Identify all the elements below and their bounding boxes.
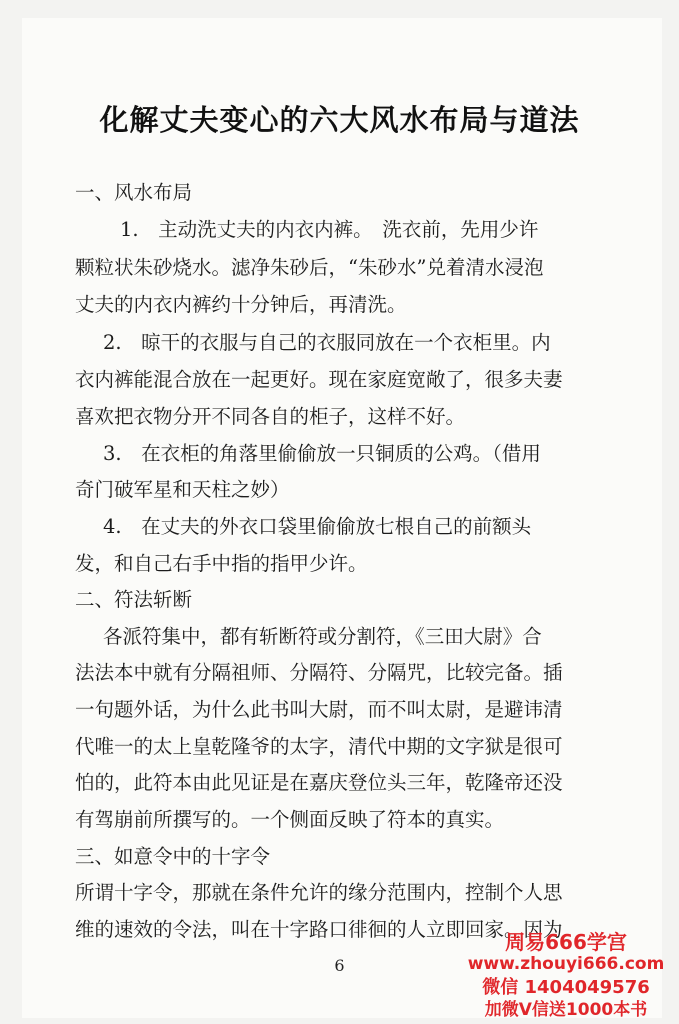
- paragraph-line: 怕的，此符本由此见证是在嘉庆登位头三年，乾隆帝还没: [75, 771, 563, 794]
- section-heading-3: 三、如意令中的十字令: [75, 845, 271, 868]
- section-heading-1: 一、风水布局: [75, 181, 193, 204]
- paragraph-line: 2. 晾干的衣服与自己的衣服同放在一个衣柜里。内: [103, 331, 551, 354]
- paragraph-line: 代唯一的太上皇乾隆爷的太字，清代中期的文字狱是很可: [75, 735, 563, 758]
- paragraph-line: 1. 主动洗丈夫的内衣内裤。 洗衣前，先用少许: [120, 218, 539, 241]
- watermark-line-4: 加微V信送1000本书: [484, 1000, 648, 1020]
- paragraph-line: 4. 在丈夫的外衣口袋里偷偷放七根自己的前额头: [103, 515, 532, 538]
- watermark-line-1: 周易666学宫: [505, 930, 627, 954]
- section-heading-2: 二、符法斩断: [75, 588, 193, 611]
- paragraph-line: 3. 在衣柜的角落里偷偷放一只铜质的公鸡。（借用: [103, 442, 541, 465]
- page-number: 6: [334, 956, 345, 975]
- watermark-line-2: www.zhouyi666.com: [467, 954, 665, 974]
- paragraph-line: 各派符集中，都有斩断符或分割符，《三田大尉》合: [103, 625, 542, 648]
- paragraph-line: 有驾崩前所撰写的。一个侧面反映了符本的真实。: [75, 808, 505, 831]
- paragraph-line: 奇门破军星和天柱之妙）: [75, 478, 290, 501]
- paragraph-line: 衣内裤能混合放在一起更好。现在家庭宽敞了，很多夫妻: [75, 368, 563, 391]
- paragraph-line: 所谓十字令，那就在条件允许的缘分范围内，控制个人思: [75, 881, 563, 904]
- paragraph-line: 维的速效的令法，叫在十字路口徘徊的人立即回家。因为: [75, 918, 563, 941]
- paragraph-line: 颗粒状朱砂烧水。滤净朱砂后，“朱砂水”兑着清水浸泡: [75, 256, 544, 279]
- paragraph-line: 一句题外话，为什么此书叫大尉，而不叫太尉，是避讳清: [75, 698, 563, 721]
- watermark-line-3: 微信 1404049576: [482, 977, 650, 998]
- page-title: 化解丈夫变心的六大风水布局与道法: [99, 103, 580, 137]
- paragraph-line: 发，和自己右手中指的指甲少许。: [75, 552, 368, 575]
- paragraph-line: 丈夫的内衣内裤约十分钟后，再清洗。: [75, 293, 407, 316]
- paragraph-line: 喜欢把衣物分开不同各自的柜子，这样不好。: [75, 405, 466, 428]
- paragraph-line: 法法本中就有分隔祖师、分隔符、分隔咒，比较完备。插: [75, 661, 563, 684]
